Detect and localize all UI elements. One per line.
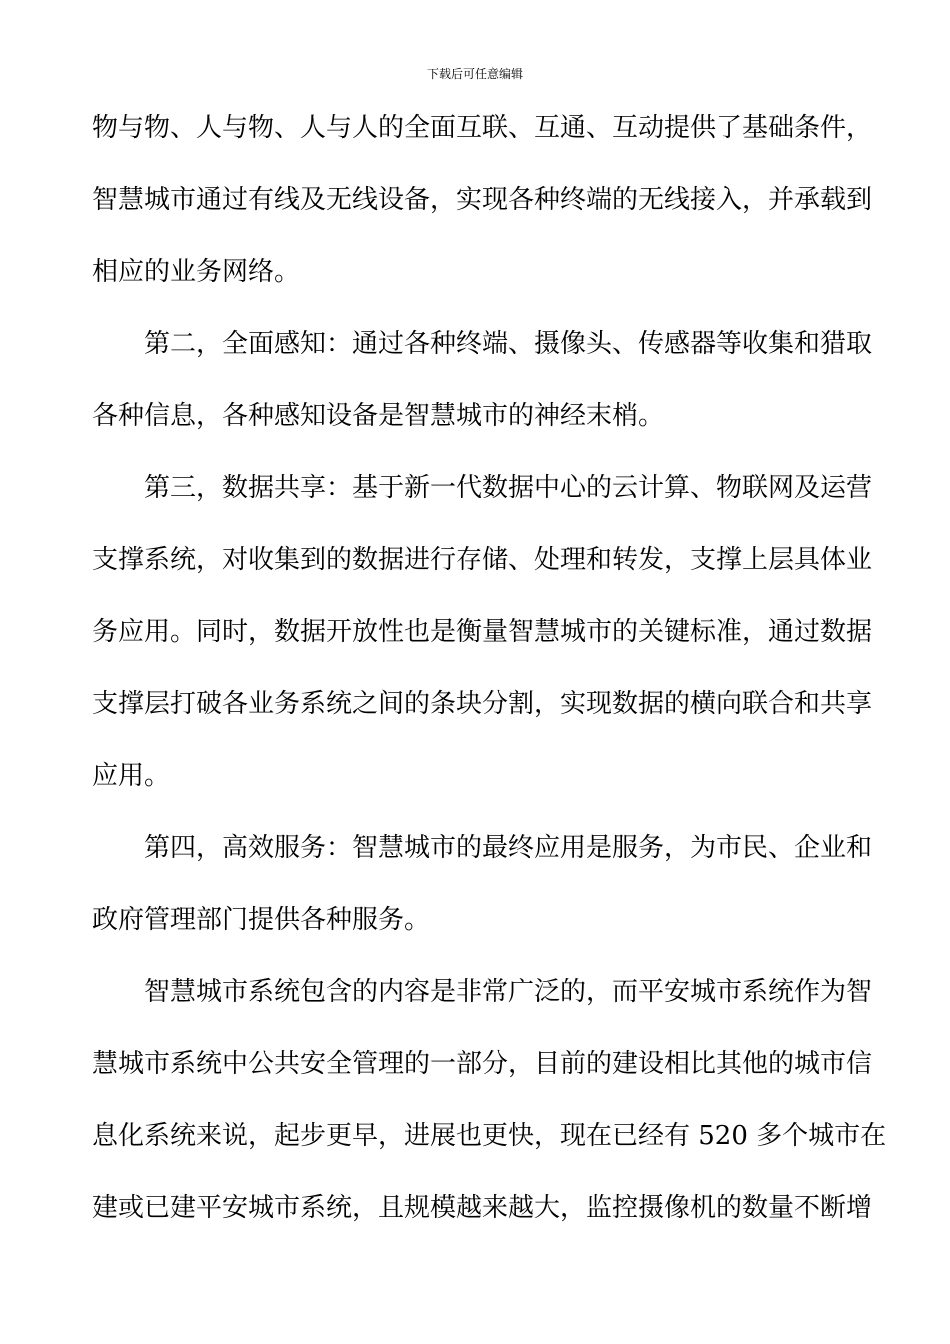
text-line-4: 第二，全面感知：通过各种终端、摄像头、传感器等收集和猎取 bbox=[144, 329, 873, 359]
text-line-11: 第四，高效服务：智慧城市的最终应用是服务，为市民、企业和 bbox=[144, 833, 873, 863]
text-line-15: 息化系统来说，起步更早，进展也更快，现在已经有 520 多个城市在 bbox=[92, 1121, 887, 1151]
text-line-7: 支撑系统，对收集到的数据进行存储、处理和转发，支撑上层具体业 bbox=[92, 545, 873, 575]
text-line-9: 支撑层打破各业务系统之间的条块分割，实现数据的横向联合和共享 bbox=[92, 689, 873, 719]
text-line-3: 相应的业务网络。 bbox=[92, 257, 301, 287]
text-line-5: 各种信息，各种感知设备是智慧城市的神经末梢。 bbox=[92, 401, 665, 431]
text-line-16: 建或已建平安城市系统，且规模越来越大，监控摄像机的数量不断增 bbox=[92, 1193, 873, 1223]
text-line-2: 智慧城市通过有线及无线设备，实现各种终端的无线接入，并承载到 bbox=[92, 185, 873, 215]
page-header: 下载后可任意编辑 bbox=[426, 67, 523, 81]
text-line-10: 应用。 bbox=[92, 761, 171, 791]
text-line-14: 慧城市系统中公共安全管理的一部分，目前的建设相比其他的城市信 bbox=[92, 1049, 873, 1079]
text-line-8: 务应用。同时，数据开放性也是衡量智慧城市的关键标准，通过数据 bbox=[92, 617, 873, 647]
text-line-1: 物与物、人与物、人与人的全面互联、互通、互动提供了基础条件， bbox=[92, 113, 873, 143]
text-line-13: 智慧城市系统包含的内容是非常广泛的，而平安城市系统作为智 bbox=[144, 977, 873, 1007]
text-line-6: 第三，数据共享：基于新一代数据中心的云计算、物联网及运营 bbox=[144, 473, 873, 503]
text-line-12: 政府管理部门提供各种服务。 bbox=[92, 905, 431, 935]
